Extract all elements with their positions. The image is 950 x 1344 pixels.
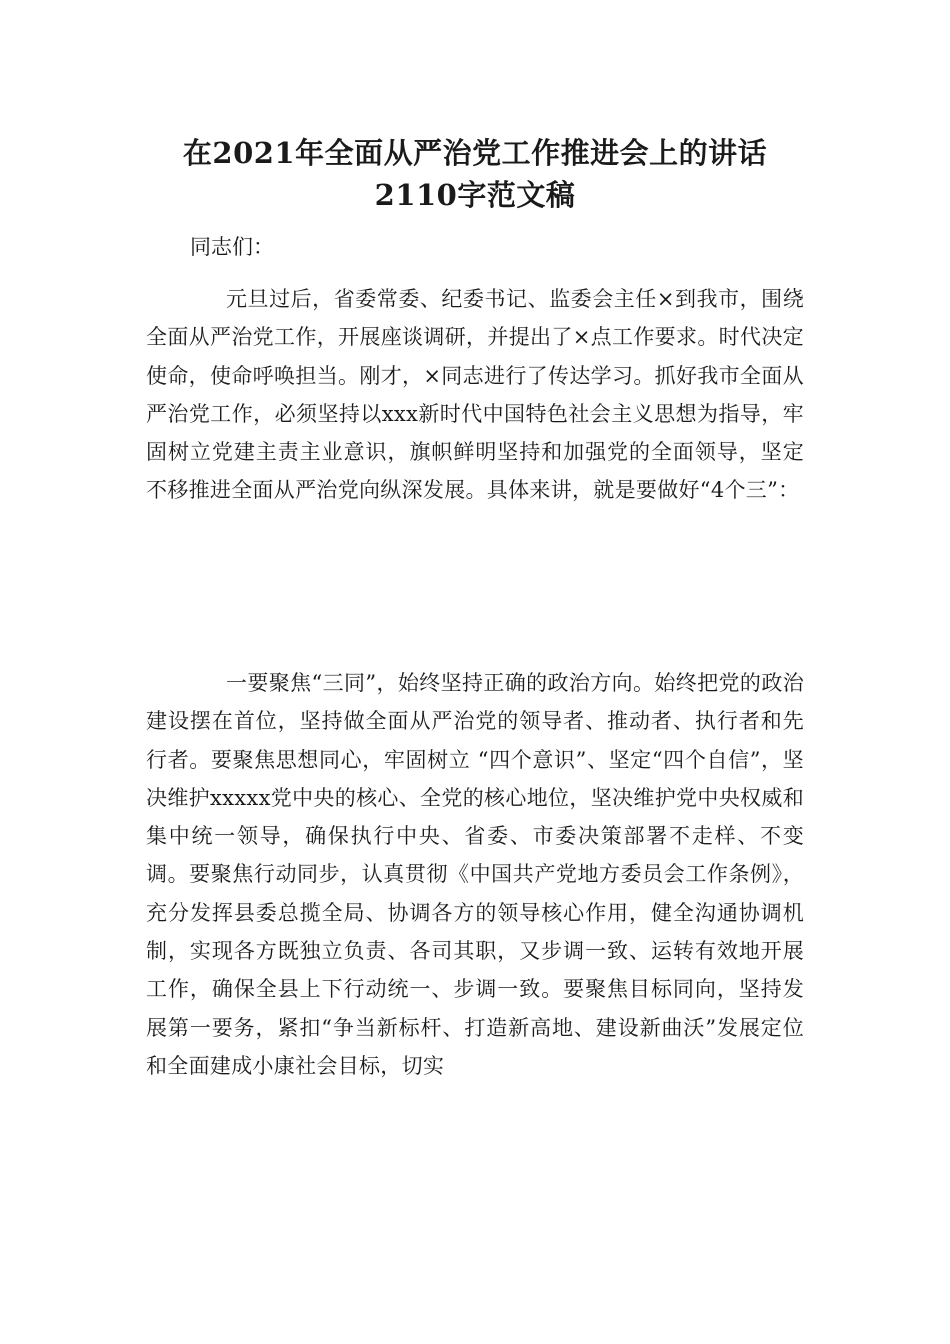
salutation: 同志们：	[190, 235, 274, 259]
paragraph-intro: 元旦过后，省委常委、纪委书记、监委会主任×到我市，围绕全面从严治党工作，开展座谈调研，并提出了×点工作要求。时代决定使命，使命呼唤担当。刚才，×同志进行了传达学习。抓好我市全面从严治党工作，必须坚持以xxx新时代中国特色社会主义思想为指导，牢固树立党建主责主业意识，旗帜鲜明坚持和加强党的全面领导，坚定不移推进全面从严治党向纵深发展。具体来讲，就是要做好“4个三”：	[146, 287, 804, 503]
document-title: 在2021年全面从严治党工作推进会上的讲话2110字范文稿	[182, 136, 768, 212]
paragraph-point-one: 一要聚焦“三同”，始终坚持正确的政治方向。始终把党的政治建设摆在首位，坚持做全面从严治党的领导者、推动者、执行者和先行者。要聚焦思想同心，牢固树立 “四个意识”、坚定“四个自信”，坚决维护xxxxx党中央的核心、全党的核心地位，坚决维护党中央权威和集中统一领导，确保执行中央、省委、市委决策部署不走样、不变调。要聚焦行动同步，认真贯彻《中国共产党地方委员会工作条例》，充分发挥县委总揽全局、协调各方的领导核心作用，健全沟通协调机制，实现各方既独立负责、各司其职，又步调一致、运转有效地开展工作，确保全县上下行动统一、步调一致。要聚焦目标同向，坚持发展第一要务，紧扣“争当新标杆、打造新高地、建设新曲沃”发展定位和全面建成小康社会目标，切实	[146, 671, 804, 1078]
